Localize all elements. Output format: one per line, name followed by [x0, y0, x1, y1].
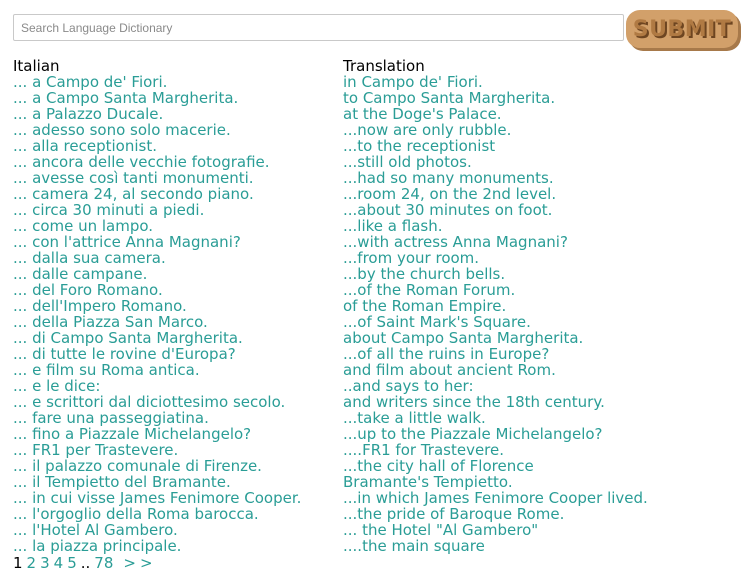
italian-phrase-link[interactable]: ... adesso sono solo macerie. — [13, 121, 231, 139]
italian-phrase-link[interactable]: ... e le dice: — [13, 377, 101, 395]
translation-link[interactable]: ...of the Roman Forum. — [343, 281, 516, 299]
list-item — [13, 282, 743, 298]
italian-phrase-link[interactable]: ... il Tempietto del Bramante. — [13, 473, 231, 491]
italian-phrase-link[interactable]: ... dalle campane. — [13, 265, 148, 283]
list-item — [13, 490, 743, 506]
italian-phrase-link[interactable]: ... di Campo Santa Margherita. — [13, 329, 243, 347]
italian-phrase-link[interactable]: ... a Palazzo Ducale. — [13, 105, 164, 123]
list-item — [13, 538, 743, 554]
translation-link[interactable]: ...room 24, on the 2nd level. — [343, 185, 557, 203]
italian-phrase-link[interactable]: ... l'orgoglio della Roma barocca. — [13, 505, 259, 523]
italian-phrase-link[interactable]: ... dell'Impero Romano. — [13, 297, 187, 315]
italian-phrase-link[interactable]: ... e scrittori dal diciottesimo secolo. — [13, 393, 286, 411]
translation-link[interactable]: ...in which James Fenimore Cooper lived. — [343, 489, 648, 507]
list-item — [13, 74, 743, 90]
list-item — [13, 506, 743, 522]
translation-link[interactable]: at the Doge's Palace. — [343, 105, 502, 123]
italian-phrase-link[interactable]: ... circa 30 minuti a piedi. — [13, 201, 205, 219]
list-item — [13, 474, 743, 490]
translation-link[interactable]: ....FR1 for Trastevere. — [343, 441, 505, 459]
italian-phrase-link[interactable]: ... l'Hotel Al Gambero. — [13, 521, 178, 539]
translation-link[interactable]: ...up to the Piazzale Michelangelo? — [343, 425, 603, 443]
page-ellipsis: .. — [80, 554, 91, 572]
italian-phrase-link[interactable]: ... a Campo Santa Margherita. — [13, 89, 239, 107]
italian-phrase-link[interactable]: ... della Piazza San Marco. — [13, 313, 208, 331]
page-link[interactable]: 2 — [26, 554, 37, 572]
italian-phrase-link[interactable]: ... di tutte le rovine d'Europa? — [13, 345, 236, 363]
italian-phrase-link[interactable]: ... il palazzo comunale di Firenze. — [13, 457, 262, 475]
list-item — [13, 154, 743, 170]
italian-phrase-link[interactable]: ... ancora delle vecchie fotografie. — [13, 153, 270, 171]
next-block-button[interactable]: > — [139, 554, 153, 572]
italian-phrase-link[interactable]: ... avesse così tanti monumenti. — [13, 169, 254, 187]
list-item — [13, 362, 743, 378]
italian-phrase-link[interactable]: ... camera 24, al secondo piano. — [13, 185, 254, 203]
list-item — [13, 234, 743, 250]
list-item — [13, 330, 743, 346]
translation-link[interactable]: ...the pride of Baroque Rome. — [343, 505, 565, 523]
translation-link[interactable]: to Campo Santa Margherita. — [343, 89, 556, 107]
translation-link[interactable]: ...like a flash. — [343, 217, 443, 235]
translation-link[interactable]: ...of Saint Mark's Square. — [343, 313, 531, 331]
italian-phrase-link[interactable]: ... alla receptionist. — [13, 137, 157, 155]
translation-link[interactable]: ....the main square — [343, 537, 485, 555]
list-item — [13, 122, 743, 138]
translation-link[interactable]: of the Roman Empire. — [343, 297, 507, 315]
list-item — [13, 202, 743, 218]
page-link[interactable]: 4 — [53, 554, 64, 572]
translation-link[interactable]: ...take a little walk. — [343, 409, 486, 427]
list-item — [13, 426, 743, 442]
list-item — [13, 458, 743, 474]
list-item — [13, 346, 743, 362]
translation-link[interactable]: ...with actress Anna Magnani? — [343, 233, 568, 251]
pagination — [13, 554, 153, 572]
translation-link[interactable]: ...to the receptionist — [343, 137, 496, 155]
list-item — [13, 106, 743, 122]
list-item — [13, 314, 743, 330]
italian-phrase-link[interactable]: ... FR1 per Trastevere. — [13, 441, 179, 459]
italian-phrase-link[interactable]: ... la piazza principale. — [13, 537, 182, 555]
list-item — [13, 186, 743, 202]
translation-link[interactable]: ...still old photos. — [343, 153, 472, 171]
italian-phrase-link[interactable]: ... e film su Roma antica. — [13, 361, 200, 379]
translation-link[interactable]: ...now are only rubble. — [343, 121, 512, 139]
translation-link[interactable]: ...of all the ruins in Europe? — [343, 345, 550, 363]
italian-phrase-link[interactable]: ... del Foro Romano. — [13, 281, 163, 299]
translation-link[interactable]: ...about 30 minutes on foot. — [343, 201, 553, 219]
translation-link[interactable]: and writers since the 18th century. — [343, 393, 605, 411]
page-link[interactable]: 3 — [40, 554, 50, 572]
translation-link[interactable]: ...by the church bells. — [343, 265, 506, 283]
translation-link[interactable]: ... the Hotel "Al Gambero" — [343, 521, 539, 539]
translation-link[interactable]: and film about ancient Rom. — [343, 361, 556, 379]
italian-phrase-link[interactable]: ... a Campo de' Fiori. — [13, 73, 168, 91]
italian-phrase-link[interactable]: ... come un lampo. — [13, 217, 154, 235]
italian-phrase-link[interactable]: ... con l'attrice Anna Magnani? — [13, 233, 241, 251]
page-link[interactable]: 5 — [67, 554, 77, 572]
list-item — [13, 410, 743, 426]
list-item — [13, 394, 743, 410]
page-link-last[interactable]: 78 — [94, 554, 114, 572]
list-item — [13, 90, 743, 106]
column-header-translation: Translation — [343, 57, 425, 75]
dictionary-list — [13, 74, 743, 554]
list-item — [13, 218, 743, 234]
translation-link[interactable]: about Campo Santa Margherita. — [343, 329, 584, 347]
translation-link[interactable]: in Campo de' Fiori. — [343, 73, 483, 91]
translation-link[interactable]: ..and says to her: — [343, 377, 474, 395]
column-header-italian: Italian — [13, 57, 60, 75]
list-item — [13, 442, 743, 458]
italian-phrase-link[interactable]: ... fino a Piazzale Michelangelo? — [13, 425, 252, 443]
list-item — [13, 138, 743, 154]
list-item — [13, 378, 743, 394]
next-page-button[interactable]: > — [123, 554, 136, 572]
translation-link[interactable]: ...the city hall of Florence — [343, 457, 534, 475]
italian-phrase-link[interactable]: ... fare una passeggiatina. — [13, 409, 209, 427]
italian-phrase-link[interactable]: ... dalla sua camera. — [13, 249, 166, 267]
list-item — [13, 266, 743, 282]
list-item — [13, 298, 743, 314]
translation-link[interactable]: Bramante's Tempietto. — [343, 473, 513, 491]
submit-button[interactable]: SUBMIT — [626, 10, 738, 48]
translation-link[interactable]: ...from your room. — [343, 249, 480, 267]
list-item — [13, 522, 743, 538]
search-input[interactable] — [13, 14, 624, 41]
page-current: 1 — [13, 554, 23, 572]
list-item — [13, 250, 743, 266]
list-item — [13, 170, 743, 186]
translation-link[interactable]: ...had so many monuments. — [343, 169, 554, 187]
italian-phrase-link[interactable]: ... in cui visse James Fenimore Cooper. — [13, 489, 302, 507]
